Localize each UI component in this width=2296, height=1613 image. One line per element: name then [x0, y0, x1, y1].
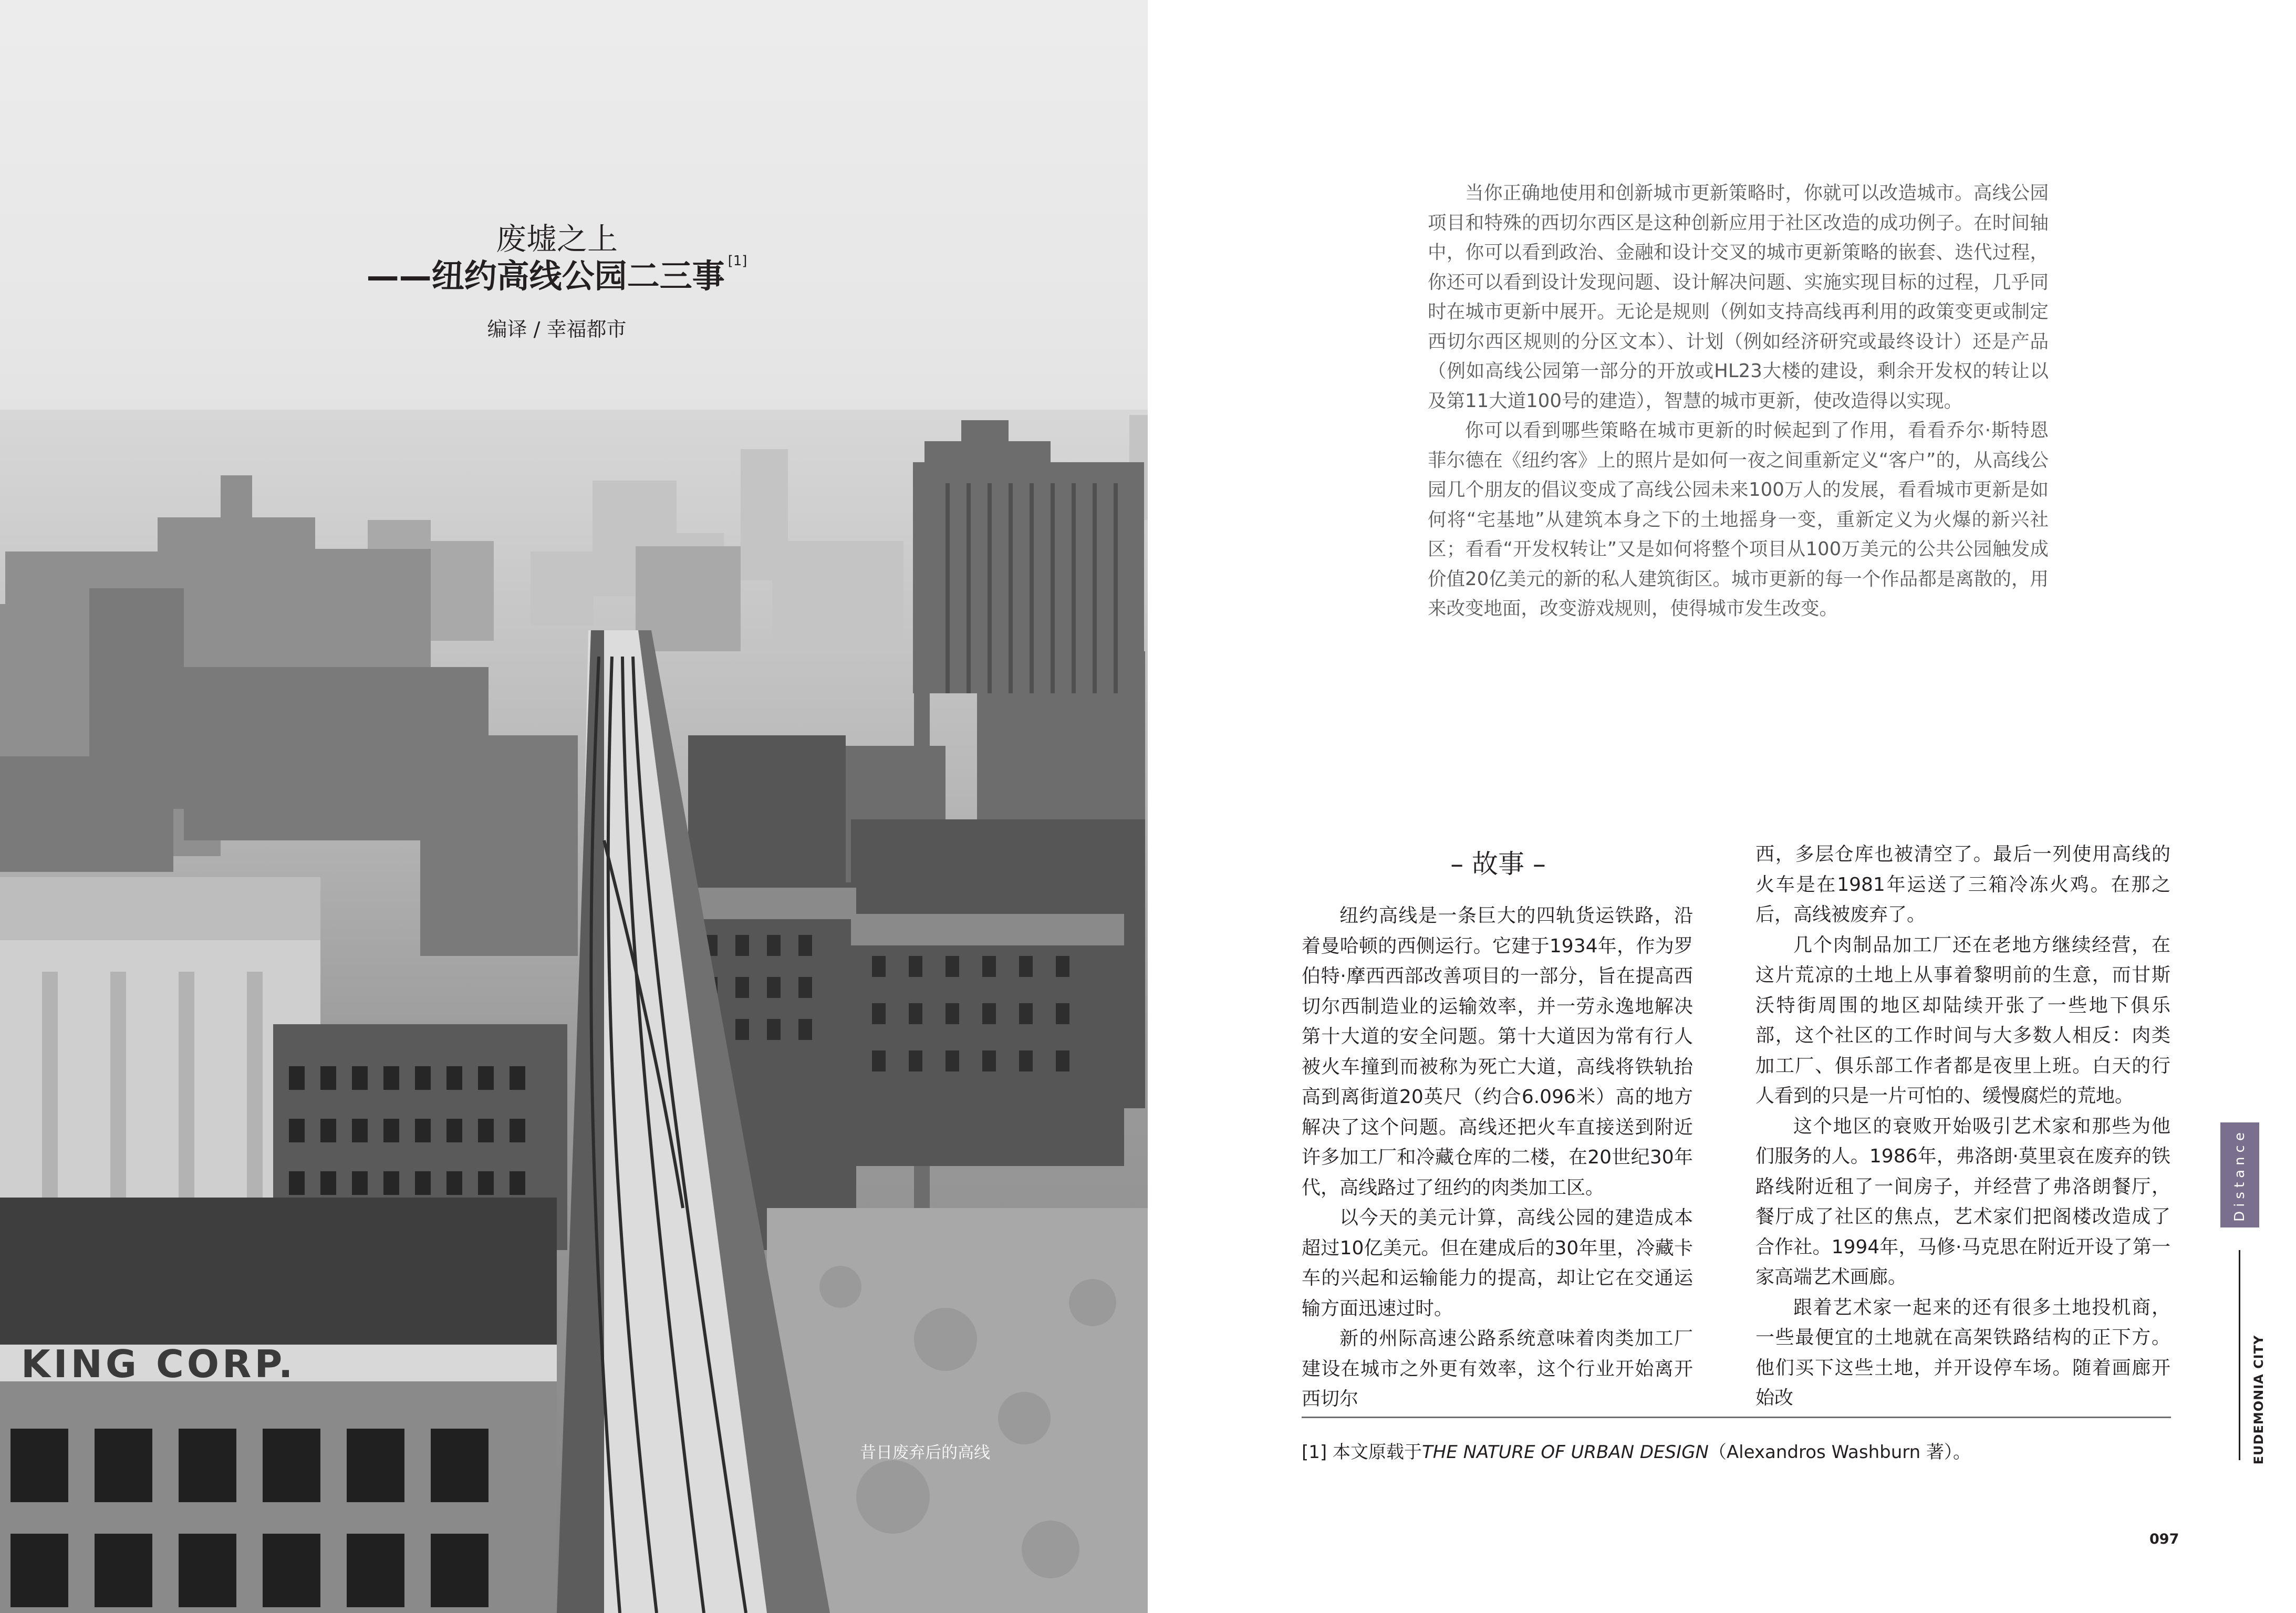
body-column-right [1755, 839, 2170, 1413]
article-subtitle-text: ——纽约高线公园二三事 [366, 257, 725, 295]
side-divider [2239, 1250, 2240, 1460]
body-paragraph-continued: 西，多层仓库也被清空了。最后一列使用高线的火车是在1981年运送了三箱冷冻火鸡。在那之后，高线被废弃了。 [1755, 844, 2170, 925]
factory-sign-text: KING CORP. [21, 1342, 296, 1386]
body-paragraph: 跟着艺术家一起来的还有很多土地投机商，一些最便宜的土地就在高架铁路结构的正下方。他们买下这些土地，并开设停车场。随着画廊开始改 [1755, 1296, 2170, 1409]
footnote-divider [1302, 1417, 2171, 1418]
body-paragraph: 新的州际高速公路系统意味着肉类加工厂建设在城市之外更有效率，这个行业开始离开西切尔 [1302, 1328, 1693, 1410]
footnote-marker: [1] [728, 253, 747, 269]
section-heading: – 故事 – [1450, 849, 1546, 879]
photo-caption: 昔日废弃后的高线 [860, 1443, 990, 1462]
section-tab [2220, 1122, 2259, 1227]
body-column-left [1302, 901, 1693, 1414]
footnote [1302, 1438, 1971, 1463]
body-paragraph: 这个地区的衰败开始吸引艺术家和那些为他们服务的人。1986年，弗洛朗·莫里哀在废弃的铁路线附近租了一间房子，并经营了弗洛朗餐厅，餐厅成了社区的焦点，艺术家们把阁楼改造成了合作社。1994年，马修·马克思在附近开设了第一家高端艺术画廊。 [1755, 1115, 2170, 1288]
article-subtitle [0, 250, 1114, 297]
footnote-suffix: （Alexandros Washburn 著）。 [1708, 1442, 1971, 1463]
translator-credit: 编译 / 幸福都市 [487, 318, 627, 341]
magazine-brand: EUDEMONIA CITY [2251, 1335, 2266, 1465]
article-title: 废墟之上 [495, 221, 618, 257]
section-tab-label: Distance [2232, 1128, 2248, 1222]
body-paragraph: 几个肉制品加工厂还在老地方继续经营，在这片荒凉的土地上从事着黎明前的生意，而甘斯沃特街周围的地区却陆续开张了一些地下俱乐部，这个社区的工作时间与大多数人相反：肉类加工厂、俱乐部工作者都是夜里上班。白天的行人看到的只是一片可怕的、缓慢腐烂的荒地。 [1755, 934, 2170, 1107]
body-paragraph: 纽约高线是一条巨大的四轨货运铁路，沿着曼哈顿的西侧运行。它建于1934年，作为罗伯特·摩西西部改善项目的一部分，旨在提高西切尔西制造业的运输效率，并一劳永逸地解决第十大道的安全问题。第十大道因为常有行人被火车撞到而被称为死亡大道，高线将铁轨抬高到离街道20英尺（约合6.096米）高的地方解决了这个问题。高线还把火车直接送到附近许多加工厂和冷藏仓库的二楼，在20世纪30年代，高线路过了纽约的肉类加工区。 [1302, 905, 1693, 1199]
intro-paragraph: 你可以看到哪些策略在城市更新的时候起到了作用，看看乔尔·斯特恩菲尔德在《纽约客》上的照片是如何一夜之间重新定义“客户”的，从高线公园几个朋友的倡议变成了高线公园未来100万人的发展，看看城市更新是如何将“宅基地”从建筑本身之下的土地摇身一变，重新定义为火爆的新兴社区；看看“开发权转让”又是如何将整个项目从100万美元的公共公园触发成价值20亿美元的新的私人建筑街区。城市更新的每一个作品都是离散的，用来改变地面，改变游戏规则，使得城市发生改变。 [1428, 420, 2049, 619]
intro-paragraph: 当你正确地使用和创新城市更新策略时，你就可以改造城市。高线公园项目和特殊的西切尔西区是这种创新应用于社区改造的成功例子。在时间轴中，你可以看到政治、金融和设计交叉的城市更新策略的嵌套、迭代过程，你还可以看到设计发现问题、设计解决问题、实施实现目标的过程，几乎同时在城市更新中展开。无论是规则（例如支持高线再利用的政策变更或制定西切尔西区规则的分区文本）、计划（例如经济研究或最终设计）还是产品（例如高线公园第一部分的开放或HL23大楼的建设，剩余开发权的转让以及第11大道100号的建造），智慧的城市更新，使改造得以实现。 [1428, 182, 2049, 412]
page-number: 097 [2149, 1531, 2179, 1547]
body-paragraph: 以今天的美元计算，高线公园的建造成本超过10亿美元。但在建成后的30年里，冷藏卡车的兴起和运输能力的提高，却让它在交通运输方面迅速过时。 [1302, 1207, 1693, 1319]
footnote-prefix: [1] 本文原载于 [1302, 1442, 1422, 1463]
footnote-book-title: THE NATURE OF URBAN DESIGN [1421, 1442, 1709, 1463]
intro-text [1428, 179, 2049, 624]
